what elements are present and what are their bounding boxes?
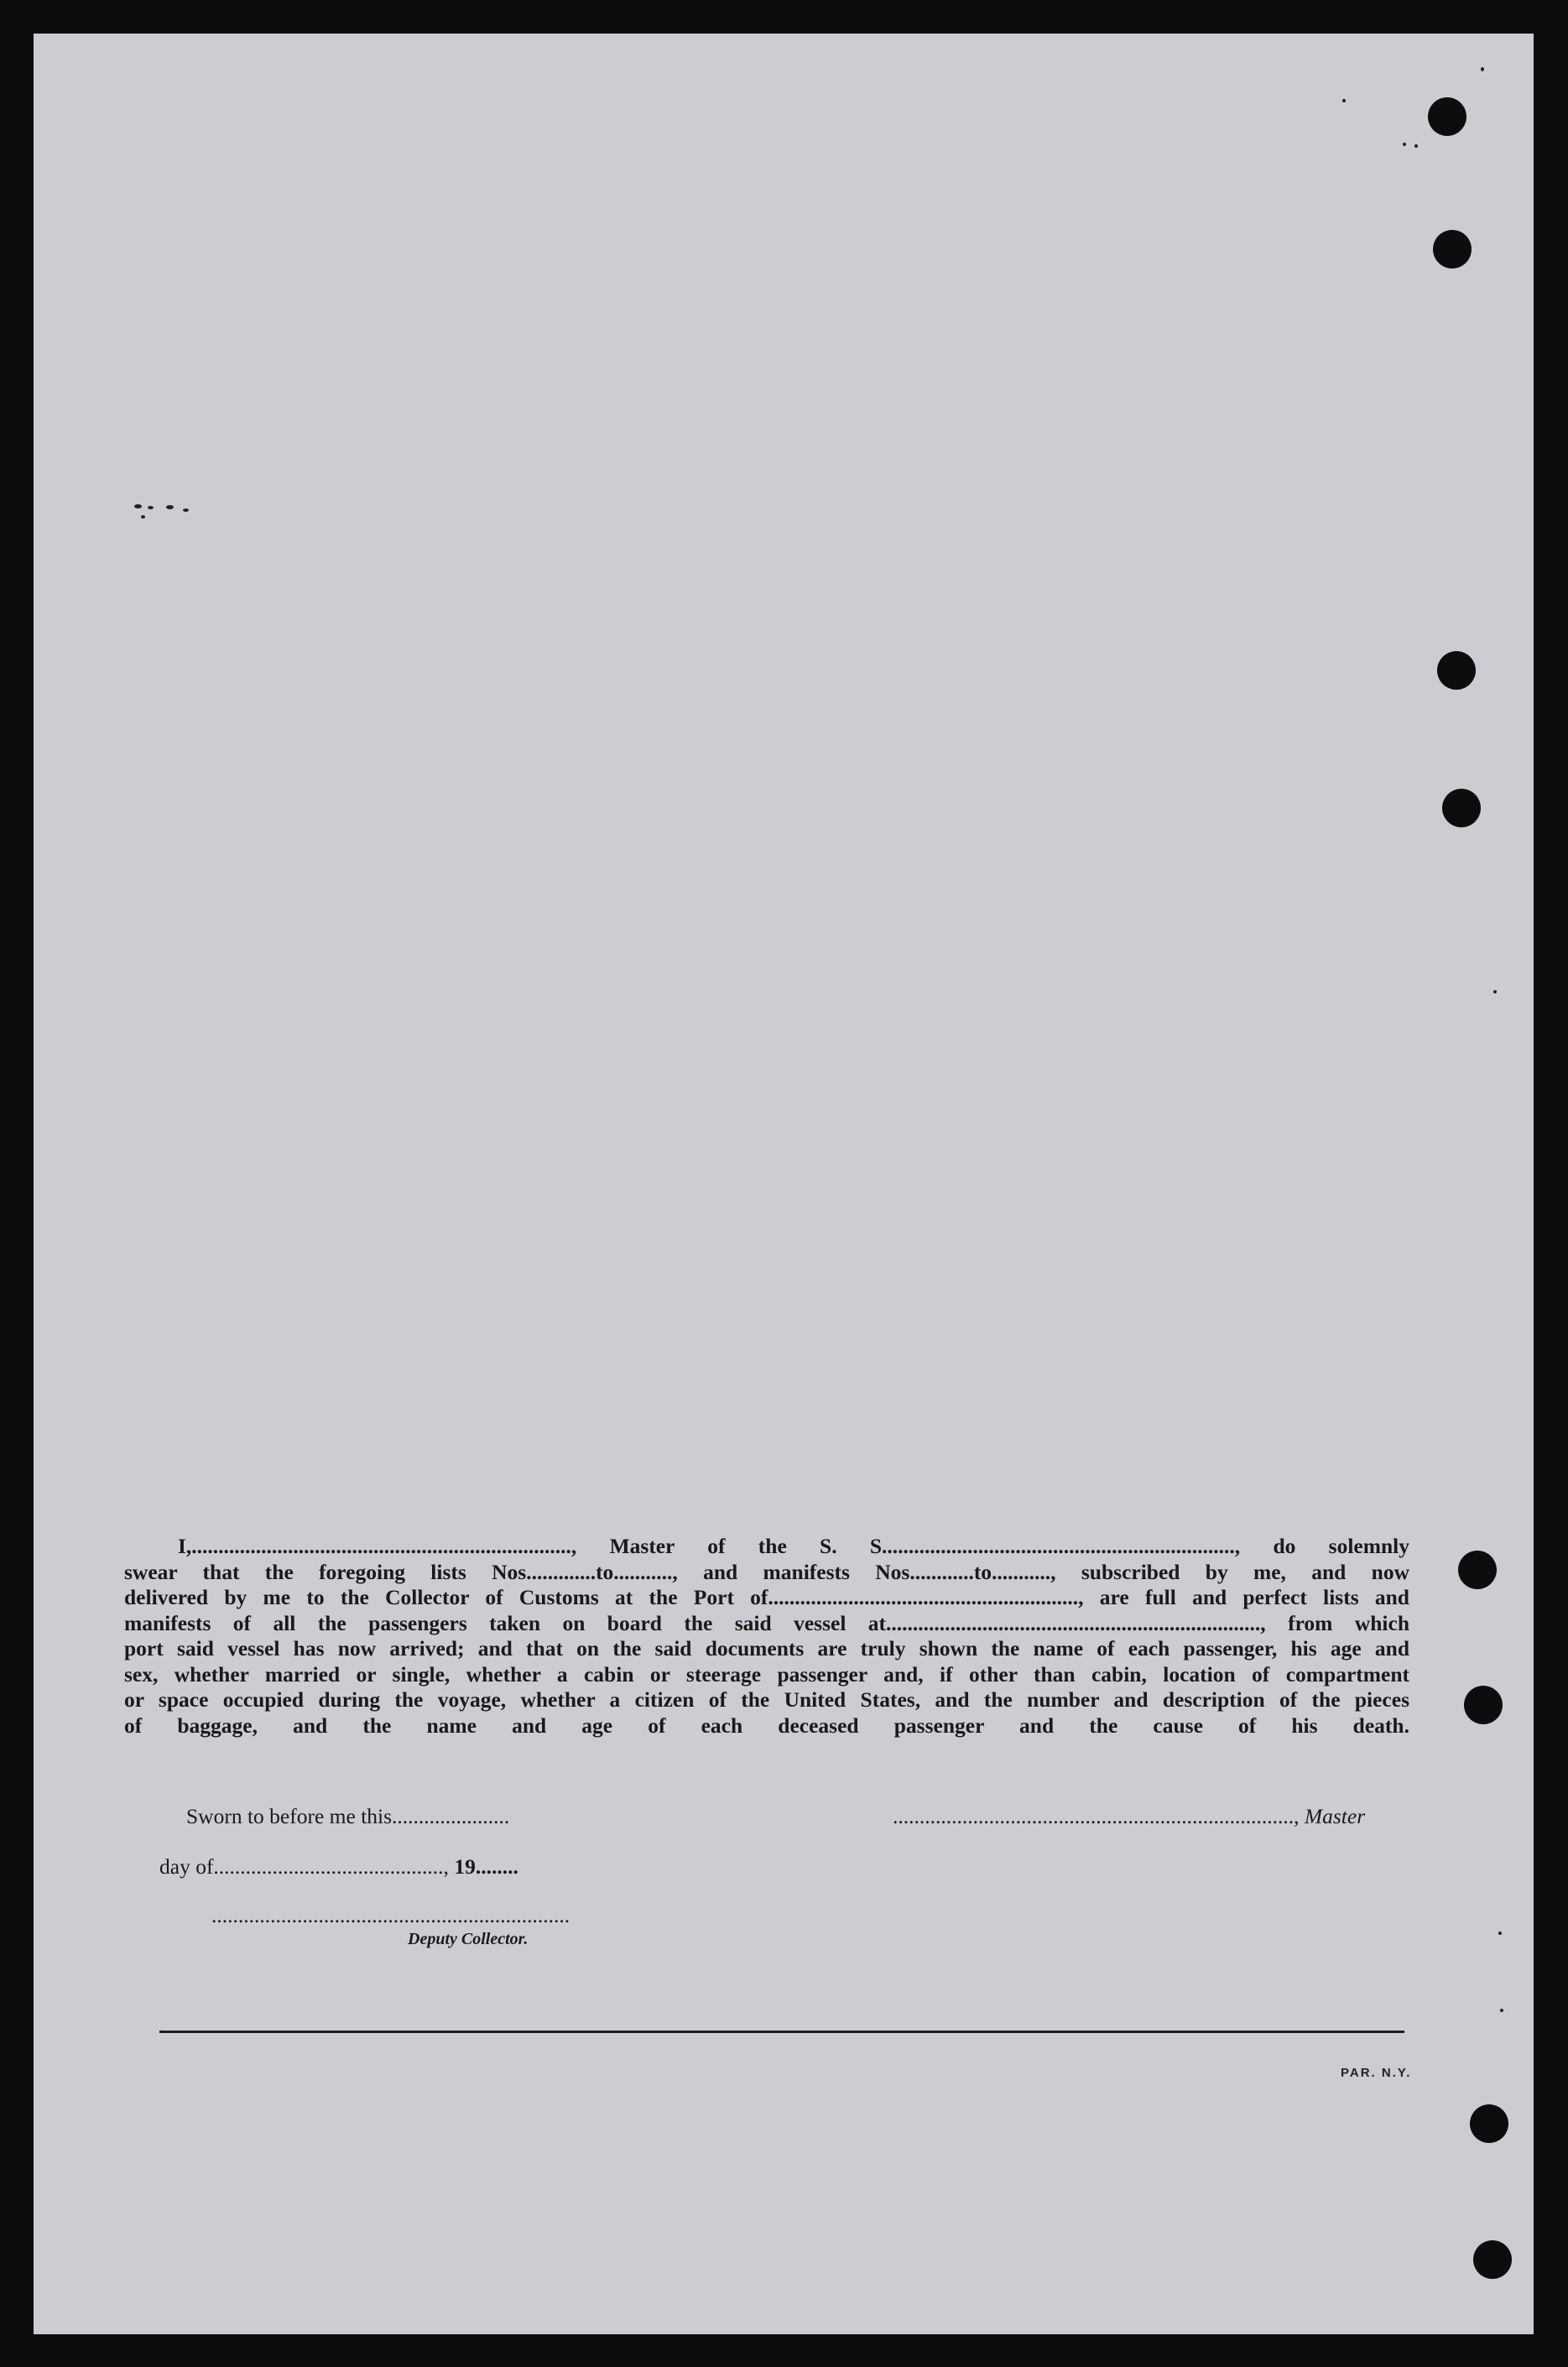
deputy-dots: ................................................................... [211,1903,570,1927]
master-signature-line [893,1804,1365,1829]
punch-hole-7 [1470,2104,1508,2143]
oath-line: swear that the foregoing lists Nos.............to..........., and manifests Nos............to..........., subscribed by me, and now [124,1559,1409,1584]
ink-speck [1498,1932,1502,1935]
punch-hole-8 [1473,2240,1512,2279]
ink-speck [1403,143,1406,146]
ink-speck [141,515,145,519]
printer-mark [1341,2066,1411,2080]
oath-line: manifests of all the passengers taken on board the said vessel at......................................................................, from which [124,1610,1409,1635]
oath-line: of baggage, and the name and age of each deceased passenger and the cause of his death. [124,1713,1409,1738]
deputy-collector-label [408,1930,528,1949]
oath-line: delivered by me to the Collector of Customs at the Port of.........................................................., are full and perfect lists and [124,1585,1409,1609]
ink-speck [1481,67,1484,71]
punch-hole-2 [1433,230,1472,269]
punch-hole-1 [1428,97,1466,136]
document-page [34,34,1534,2334]
punch-hole-6 [1464,1686,1503,1724]
ink-speck [183,508,189,512]
ink-speck [166,505,174,509]
oath-line: port said vessel has now arrived; and that on the said documents are truly shown the name of each passenger, his age and [124,1636,1409,1661]
oath-line: or space occupied during the voyage, whether a citizen of the United States, and the number and description of the pieces [124,1687,1409,1712]
punch-hole-5 [1458,1551,1497,1589]
master-label: Master [1304,1804,1366,1828]
day-of-label: day of..........................................., [159,1854,455,1879]
sworn-label: Sworn to before me this...................... [186,1804,510,1828]
ink-speck [1342,99,1346,102]
ink-speck [1414,144,1418,148]
oath-line: I,......................................................................., Master of the S. S.................................................................., do solemnly [178,1534,1409,1558]
oath-line: sex, whether married or single, whether a cabin or steerage passenger and, if other than cabin, location of compartment [124,1661,1409,1687]
deputy-label: Deputy Collector. [408,1930,529,1948]
printer-mark-text: PAR. N.Y. [1341,2066,1412,2080]
date-line [159,1854,518,1880]
ink-speck [148,506,154,509]
punch-hole-3 [1437,651,1476,690]
master-dots: ..........................................................................., [893,1804,1305,1828]
ink-speck [134,504,142,508]
ink-speck [1500,2009,1503,2012]
year-field: 19........ [454,1854,518,1879]
oath-paragraph [124,1534,1409,1739]
deputy-signature-dots [211,1903,570,1928]
horizontal-rule [159,2031,1404,2033]
punch-hole-4 [1442,789,1481,827]
sworn-statement [186,1804,509,1829]
ink-speck [1493,990,1497,993]
